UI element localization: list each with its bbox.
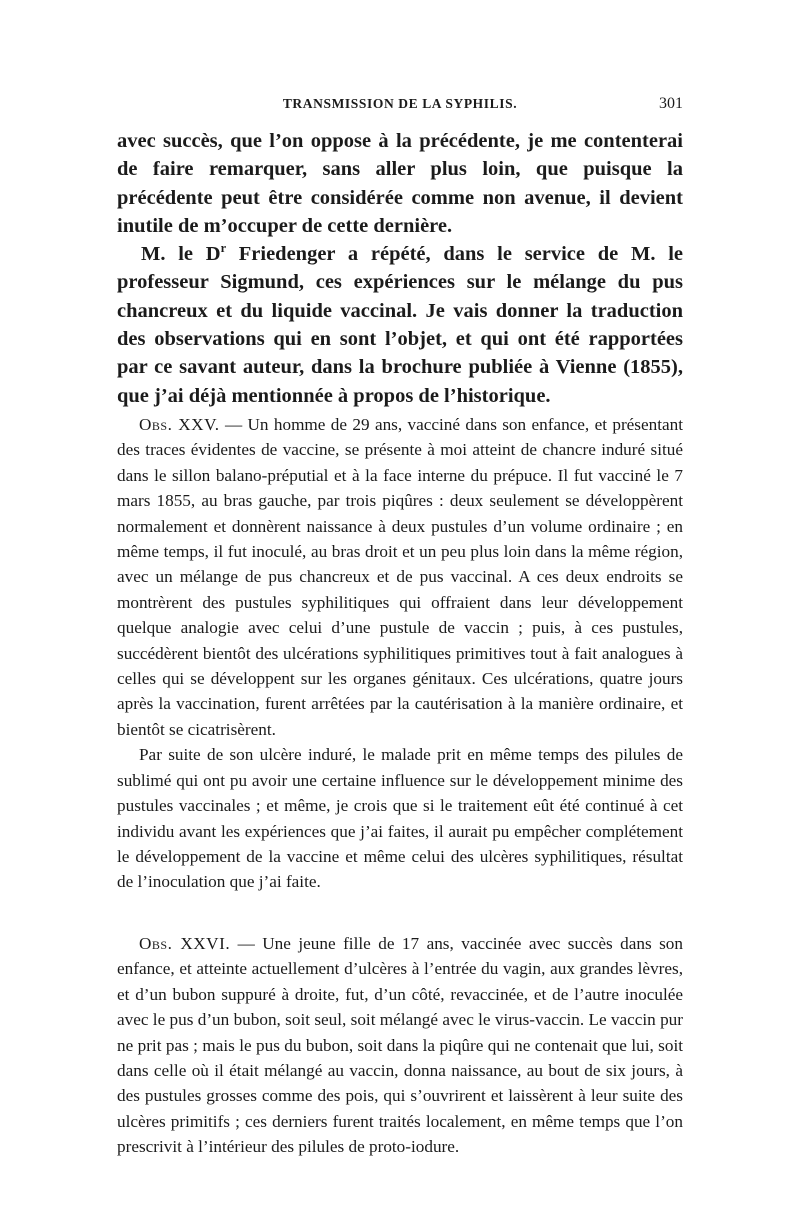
observation-26 xyxy=(117,931,683,1160)
main-text xyxy=(117,127,683,410)
observation-25-paragraph xyxy=(117,412,683,742)
paragraph-friedenger-rest: Friedenger a répété, dans le service de M. le professeur Sigmund, ces expériences sur le mélange du pus chancreux et du liquide vaccinal. Je vais donner la traduction des observations qui en sont l’objet, et qui ont été rapportées par ce savant auteur, dans la brochure publiée à Vienne (1855), que j’ai déjà mentionnée à propos de l’historique. xyxy=(117,243,683,407)
paragraph-continuation: avec succès, que l’on oppose à la précédente, je me contenterai de faire remarquer, sans aller plus loin, que puisque la précédente peut être considérée comme non avenue, il devient inutile de m’occuper de cette dernière. xyxy=(117,130,683,237)
observation-25 xyxy=(117,412,683,895)
paragraph-friedenger xyxy=(117,240,683,410)
running-title: TRANSMISSION DE LA SYPHILIS. xyxy=(282,96,518,111)
observation-26-paragraph xyxy=(117,931,683,1160)
observation-25-paragraph-2: Par suite de son ulcère induré, le malade prit en même temps des pilules de sublimé qui ont pu avoir une certaine influence sur le développement minime des pustules vaccinales ; et même, je crois que si le traitement eût été continué à cet individu avant les expériences que j’ai faites, il aurait pu empêcher complétement le développement de la vaccine et même celui des ulcères syphilitiques, résultat de l’inoculation que j’ai faite. xyxy=(117,745,683,892)
observation-26-text: — Une jeune fille de 17 ans, vaccinée avec succès dans son enfance, et atteinte actuellement d’ulcères à l’entrée du vagin, aux grandes lèvres, et d’un bubon suppuré à droite, fut, d’un côté, revaccinée, et de l’autre inoculée avec le pus d’un bubon, soit seul, soit mélangé avec le virus-vaccin. Le vaccin pur ne prit pas ; mais le pus du bubon, soit dans la piqûre qui ne contenait que lui, soit dans celle où il était mélangé au vaccin, donna naissance, au bout de six jours, à des pustules grosses comme des pois, qui s’ouvrirent et laissèrent à leur suite des ulcères primitifs ; ces derniers furent traités localement, en même temps que l’on prescrivit à l’intérieur des pilules de proto-iodure. xyxy=(117,934,683,1157)
observation-25-label: Obs. XXV. xyxy=(139,415,220,434)
paragraph-friedenger-start: M. le D xyxy=(141,243,221,266)
running-head xyxy=(117,96,683,122)
observation-25-text: — Un homme de 29 ans, vacciné dans son enfance, et présentant des traces évidentes de vaccine, se présente à moi atteint de chancre induré situé dans le sillon balano-préputial et à la face interne du prépuce. Il fut vacciné le 7 mars 1855, au bras gauche, par trois piqûres : deux seulement se développèrent normalement et donnèrent naissance à deux pustules d’un volume ordinaire ; en même temps, il fut inoculé, au bras droit et un peu plus loin dans la même région, avec un mélange de pus chancreux et de pus vaccinal. A ces deux endroits se montrèrent des pustules syphilitiques qui offraient dans leur développement quelque analogie avec celui d’une pustule de vaccin ; puis, à ces pustules, succédèrent bientôt des ulcérations syphilitiques primitives tout à fait analogues à celles qui se développent sur les organes génitaux. Ces ulcérations, quatre jours après la vaccination, furent arrêtées par la cautérisation à la manière ordinaire, et bientôt se cicatrisèrent. xyxy=(117,415,683,739)
page-number: 301 xyxy=(659,95,683,112)
observation-26-label: Obs. XXVI. xyxy=(139,934,231,953)
doctor-superscript: r xyxy=(220,241,227,256)
